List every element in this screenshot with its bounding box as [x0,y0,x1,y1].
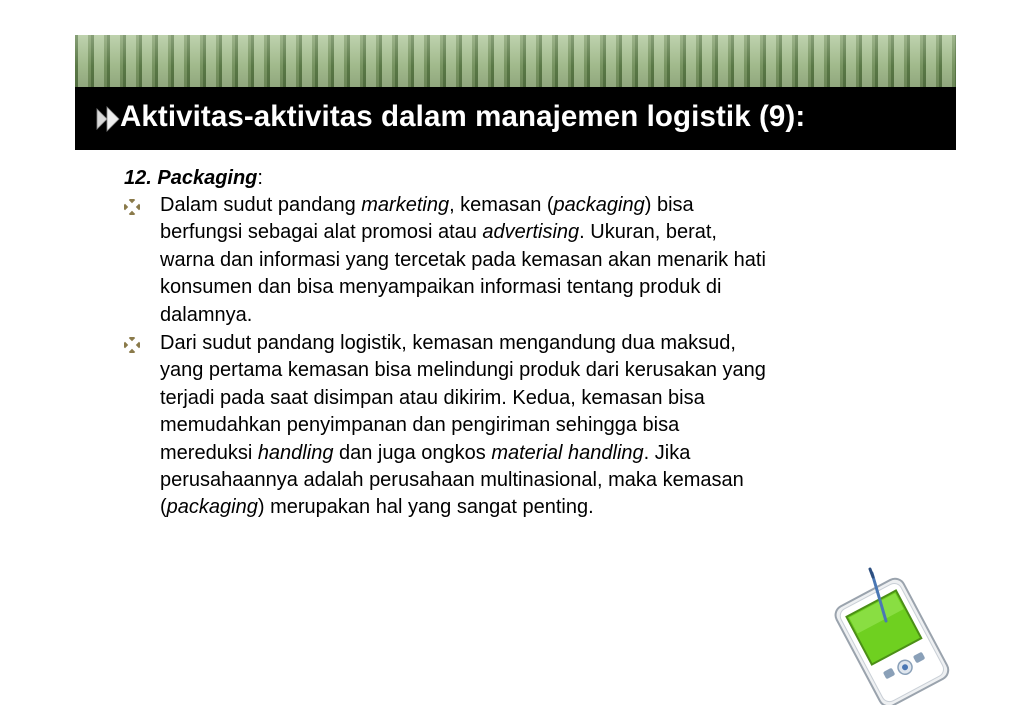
bullet-list [124,192,924,522]
text-fragment: mereduksi [160,441,258,464]
text-fragment: berfungsi sebagai alat promosi atau [160,221,483,244]
text-fragment: konsumen dan bisa menyampaikan informasi tentang produk di [160,276,722,299]
bullet-line [160,302,924,329]
text-fragment: ) merupakan hal yang sangat penting. [257,496,594,519]
text-fragment: Dalam sudut pandang [160,194,362,216]
bullet-item [124,330,924,522]
text-fragment: memudahkan penyimpanan dan pengiriman sehingga bisa [160,414,680,437]
text-fragment: . Ukuran, berat, [579,221,717,244]
text-fragment: terjadi pada saat disimpan atau dikirim. Kedua, kemasan bisa [160,386,705,409]
bullet-line [160,330,924,357]
slide-content [124,164,924,522]
bullet-line [160,440,924,467]
text-fragment: warna dan informasi yang tercetak pada kemasan akan menarik hati [160,248,766,271]
title-bar [75,87,956,150]
bullet-line [160,494,924,521]
section-heading [124,164,924,192]
text-fragment: ) bisa [644,194,694,216]
bullet-line [160,247,924,274]
bullet-line [160,274,924,301]
italic-term: handling [257,441,334,464]
slide-title: Aktivitas-aktivitas dalam manajemen logistik (9): [120,100,806,133]
text-fragment: , kemasan ( [449,194,554,216]
section-heading-colon: : [257,167,263,189]
bullet-line [160,192,924,219]
diamond-bullet-icon [124,199,140,215]
text-fragment: ( [160,496,167,519]
italic-term: packaging [553,194,645,216]
text-fragment: . Jika [643,441,691,464]
bullet-item [124,192,924,329]
text-fragment: dan juga ongkos [333,441,492,464]
text-fragment: Dari sudut pandang logistik, kemasan mengandung dua maksud, [160,332,736,355]
italic-term: marketing [361,194,450,216]
bullet-line [160,467,924,494]
bullet-line [160,357,924,384]
section-number-label: 12. Packaging [124,167,258,189]
decorative-stripe-band [75,35,956,87]
italic-term: material handling [491,441,644,464]
text-fragment: yang pertama kemasan bisa melindungi produk dari kerusakan yang [160,359,766,382]
italic-term: advertising [482,221,580,244]
pda-device-icon [816,565,966,705]
diamond-bullet-icon [124,337,140,353]
text-fragment: dalamnya. [160,303,253,326]
bullet-line [160,385,924,412]
text-fragment: perusahaannya adalah perusahaan multinasional, maka kemasan [160,469,744,492]
italic-term: packaging [166,496,258,519]
bullet-line [160,219,924,246]
bullet-line [160,412,924,439]
